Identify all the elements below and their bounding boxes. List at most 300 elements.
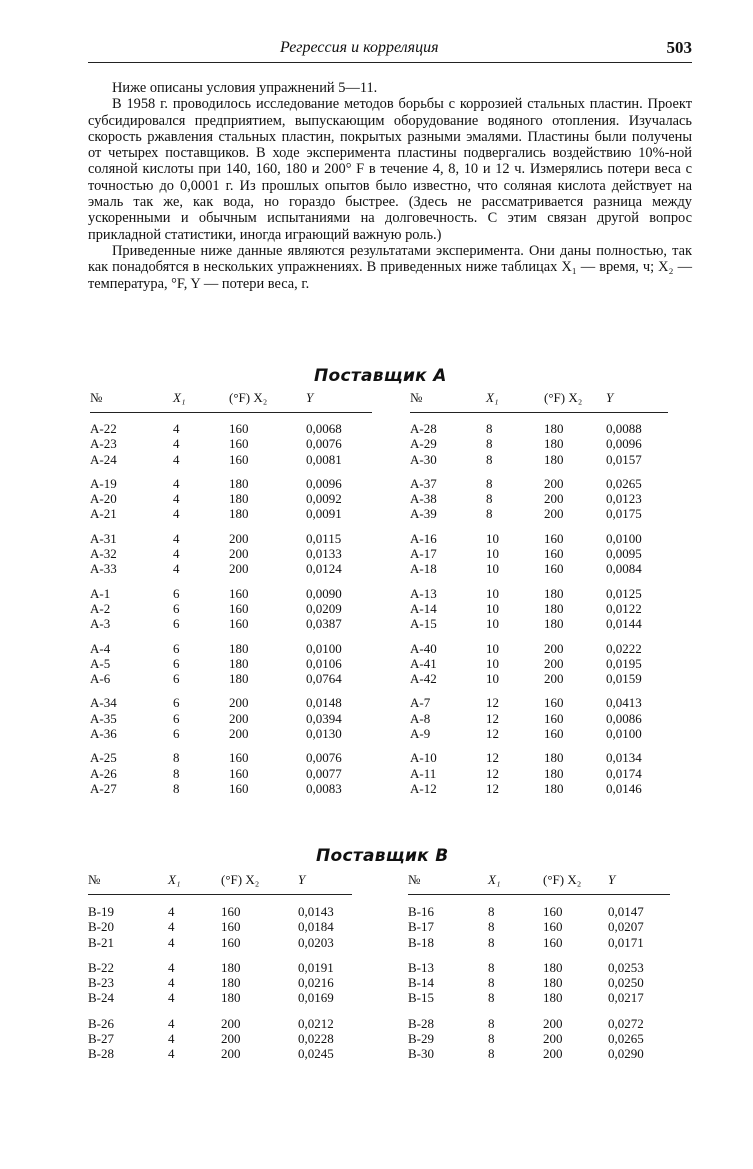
row-group bbox=[90, 531, 372, 577]
cell-y-weight-loss: 0,0171 bbox=[608, 934, 644, 950]
cell-sample-id: A-19 bbox=[90, 475, 117, 491]
table-row bbox=[90, 781, 372, 796]
supplier-a-title: Поставщик A bbox=[314, 366, 447, 386]
paragraph-experiment: В 1958 г. проводилось исследование методов борьбы с коррозией стальных пластин. Проект субсидировался предприятием, выпускающим оборудование водяного отопления. Изучалась скорость ржавления стальных пластин, покрытых разными эмалями. Пластины были получены от четырех поставщиков. В ходе эксперимента пластины подвергались воздействию 10%-ной соляной кислоты при 140, 160, 180 и 200° F в течение 4, 8, 10 и 12 ч. Измерялись потери веса с точностью до 0,0001 г. Из прошлых опытов было известно, что соляная кислота действует на эмаль так же, как вода, но гораздо быстрее. (Здесь не рассматривается разница между ускоренными и обычным испытаниями на долговечность. С этим связан другой вопрос прикладной статистики, иногда играющий важную роль.) bbox=[88, 96, 692, 243]
paragraph-data-note: Приведенные ниже данные являются результатами эксперимента. Они даны полностью, так как понадобятся в нескольких упражнениях. В приведенных ниже таблицах X₁ — время, ч; X₂ — температура, °F, Y — потери веса, г. bbox=[88, 242, 692, 292]
page-number: 503 bbox=[666, 38, 692, 57]
cell-x1-time: 6 bbox=[173, 585, 180, 601]
row-group bbox=[408, 960, 670, 1006]
col-header-x1: X₁ bbox=[488, 866, 543, 895]
row-group bbox=[88, 960, 352, 1006]
cell-y-weight-loss: 0,0174 bbox=[606, 765, 642, 781]
cell-sample-id: B-27 bbox=[88, 1031, 114, 1047]
cell-y-weight-loss: 0,0100 bbox=[606, 726, 642, 742]
cell-x2-temperature: 200 bbox=[229, 710, 249, 726]
cell-y-weight-loss: 0,0096 bbox=[606, 436, 642, 452]
cell-x2-temperature: 180 bbox=[221, 990, 241, 1006]
cell-x1-time: 8 bbox=[488, 934, 495, 950]
cell-x2-temperature: 180 bbox=[544, 436, 564, 452]
cell-y-weight-loss: 0,0123 bbox=[606, 491, 642, 507]
cell-x2-temperature: 160 bbox=[544, 530, 564, 546]
cell-x2-temperature: 160 bbox=[229, 436, 249, 452]
col-header-x2: (°F) X₂ bbox=[544, 384, 606, 413]
cell-sample-id: A-22 bbox=[90, 421, 117, 436]
col-header-number: № bbox=[88, 866, 168, 895]
table-row bbox=[90, 726, 372, 741]
table-row bbox=[90, 421, 372, 436]
cell-y-weight-loss: 0,0209 bbox=[306, 600, 342, 616]
cell-sample-id: A-31 bbox=[90, 530, 117, 546]
cell-x2-temperature: 160 bbox=[221, 919, 241, 935]
table-row bbox=[88, 919, 352, 934]
cell-x2-temperature: 160 bbox=[543, 904, 563, 919]
row-group bbox=[408, 1016, 670, 1062]
cell-y-weight-loss: 0,0143 bbox=[298, 904, 334, 919]
cell-y-weight-loss: 0,0122 bbox=[606, 600, 642, 616]
cell-sample-id: B-26 bbox=[88, 1015, 114, 1031]
cell-x1-time: 10 bbox=[486, 616, 499, 632]
table-row bbox=[410, 436, 668, 451]
cell-x1-time: 12 bbox=[486, 765, 499, 781]
col-header-number: № bbox=[90, 384, 173, 413]
cell-x1-time: 8 bbox=[488, 975, 495, 991]
cell-sample-id: B-16 bbox=[408, 904, 434, 919]
cell-x1-time: 8 bbox=[488, 990, 495, 1006]
cell-y-weight-loss: 0,0265 bbox=[608, 1031, 644, 1047]
cell-sample-id: A-6 bbox=[90, 671, 111, 687]
cell-y-weight-loss: 0,0387 bbox=[306, 616, 342, 632]
cell-x2-temperature: 160 bbox=[229, 585, 249, 601]
table-row bbox=[410, 491, 668, 506]
cell-sample-id: A-14 bbox=[410, 600, 437, 616]
cell-x2-temperature: 180 bbox=[544, 600, 564, 616]
table-row bbox=[408, 935, 670, 950]
table-row bbox=[90, 452, 372, 467]
cell-x1-time: 6 bbox=[173, 655, 180, 671]
cell-sample-id: A-8 bbox=[410, 710, 431, 726]
cell-x1-time: 6 bbox=[173, 726, 180, 742]
table-row bbox=[410, 616, 668, 631]
table-row bbox=[408, 960, 670, 975]
cell-x2-temperature: 160 bbox=[229, 600, 249, 616]
cell-x2-temperature: 160 bbox=[229, 750, 249, 766]
cell-sample-id: A-33 bbox=[90, 561, 117, 577]
cell-x1-time: 8 bbox=[488, 919, 495, 935]
table-row bbox=[90, 641, 372, 656]
cell-x1-time: 4 bbox=[168, 934, 175, 950]
table-row bbox=[410, 641, 668, 656]
cell-x1-time: 4 bbox=[168, 959, 175, 975]
cell-sample-id: A-27 bbox=[90, 780, 117, 796]
cell-x2-temperature: 160 bbox=[544, 726, 564, 742]
cell-x2-temperature: 180 bbox=[544, 421, 564, 436]
cell-y-weight-loss: 0,0216 bbox=[298, 975, 334, 991]
cell-sample-id: B-14 bbox=[408, 975, 434, 991]
cell-y-weight-loss: 0,0091 bbox=[306, 506, 342, 522]
cell-y-weight-loss: 0,0084 bbox=[606, 561, 642, 577]
cell-x1-time: 8 bbox=[486, 506, 493, 522]
cell-y-weight-loss: 0,0290 bbox=[608, 1046, 644, 1062]
cell-y-weight-loss: 0,0272 bbox=[608, 1015, 644, 1031]
row-group bbox=[90, 695, 372, 741]
cell-y-weight-loss: 0,0250 bbox=[608, 975, 644, 991]
cell-x1-time: 8 bbox=[486, 491, 493, 507]
cell-x1-time: 4 bbox=[173, 421, 180, 436]
cell-x1-time: 12 bbox=[486, 780, 499, 796]
cell-x1-time: 6 bbox=[173, 616, 180, 632]
cell-y-weight-loss: 0,0076 bbox=[306, 750, 342, 766]
table-row bbox=[88, 935, 352, 950]
cell-x2-temperature: 160 bbox=[229, 780, 249, 796]
table-row bbox=[90, 750, 372, 765]
cell-y-weight-loss: 0,0133 bbox=[306, 546, 342, 562]
cell-sample-id: A-41 bbox=[410, 655, 437, 671]
cell-x1-time: 8 bbox=[488, 904, 495, 919]
cell-x1-time: 4 bbox=[168, 1031, 175, 1047]
cell-x2-temperature: 200 bbox=[543, 1046, 563, 1062]
cell-x2-temperature: 180 bbox=[544, 750, 564, 766]
cell-sample-id: A-21 bbox=[90, 506, 117, 522]
cell-y-weight-loss: 0,0195 bbox=[606, 655, 642, 671]
cell-y-weight-loss: 0,0217 bbox=[608, 990, 644, 1006]
data-table bbox=[90, 384, 372, 796]
cell-x1-time: 8 bbox=[488, 959, 495, 975]
cell-x2-temperature: 180 bbox=[221, 959, 241, 975]
supplier-b-title: Поставщик B bbox=[316, 846, 449, 866]
cell-x2-temperature: 200 bbox=[543, 1031, 563, 1047]
cell-sample-id: A-29 bbox=[410, 436, 437, 452]
cell-x1-time: 10 bbox=[486, 561, 499, 577]
cell-y-weight-loss: 0,0124 bbox=[306, 561, 342, 577]
cell-x2-temperature: 200 bbox=[543, 1015, 563, 1031]
cell-y-weight-loss: 0,0092 bbox=[306, 491, 342, 507]
cell-sample-id: B-30 bbox=[408, 1046, 434, 1062]
table-row bbox=[410, 656, 668, 671]
table-row bbox=[90, 491, 372, 506]
row-group bbox=[90, 641, 372, 687]
cell-x1-time: 4 bbox=[173, 561, 180, 577]
cell-y-weight-loss: 0,0169 bbox=[298, 990, 334, 1006]
row-group bbox=[88, 904, 352, 950]
table-row bbox=[408, 919, 670, 934]
cell-x1-time: 8 bbox=[173, 765, 180, 781]
table-row bbox=[410, 726, 668, 741]
cell-x1-time: 10 bbox=[486, 546, 499, 562]
cell-x2-temperature: 200 bbox=[229, 561, 249, 577]
cell-y-weight-loss: 0,0157 bbox=[606, 451, 642, 467]
page-header bbox=[88, 36, 692, 63]
cell-x2-temperature: 180 bbox=[229, 506, 249, 522]
cell-x1-time: 4 bbox=[173, 475, 180, 491]
cell-x1-time: 4 bbox=[173, 546, 180, 562]
cell-x2-temperature: 180 bbox=[544, 451, 564, 467]
cell-x2-temperature: 180 bbox=[543, 959, 563, 975]
cell-x1-time: 12 bbox=[486, 750, 499, 766]
table-row bbox=[88, 990, 352, 1005]
cell-sample-id: B-19 bbox=[88, 904, 114, 919]
cell-x2-temperature: 200 bbox=[229, 726, 249, 742]
cell-y-weight-loss: 0,0764 bbox=[306, 671, 342, 687]
cell-x2-temperature: 180 bbox=[544, 765, 564, 781]
cell-x1-time: 4 bbox=[168, 1046, 175, 1062]
cell-x2-temperature: 180 bbox=[543, 990, 563, 1006]
cell-sample-id: A-1 bbox=[90, 585, 111, 601]
table-row bbox=[410, 711, 668, 726]
table-row bbox=[410, 561, 668, 576]
cell-x2-temperature: 180 bbox=[229, 640, 249, 656]
table-row bbox=[410, 695, 668, 710]
cell-x2-temperature: 200 bbox=[544, 640, 564, 656]
cell-x2-temperature: 200 bbox=[544, 655, 564, 671]
cell-sample-id: B-29 bbox=[408, 1031, 434, 1047]
cell-y-weight-loss: 0,0086 bbox=[606, 710, 642, 726]
cell-x2-temperature: 200 bbox=[229, 546, 249, 562]
cell-sample-id: A-37 bbox=[410, 475, 437, 491]
cell-x2-temperature: 180 bbox=[544, 780, 564, 796]
col-header-x1: X₁ bbox=[173, 384, 229, 413]
cell-sample-id: A-7 bbox=[410, 695, 431, 711]
cell-x1-time: 10 bbox=[486, 655, 499, 671]
cell-y-weight-loss: 0,0088 bbox=[606, 421, 642, 436]
col-header-x2: (°F) X₂ bbox=[229, 384, 306, 413]
table-row bbox=[90, 656, 372, 671]
cell-x1-time: 4 bbox=[173, 451, 180, 467]
body-text bbox=[88, 80, 692, 292]
cell-x2-temperature: 180 bbox=[229, 491, 249, 507]
cell-y-weight-loss: 0,0212 bbox=[298, 1015, 334, 1031]
row-group bbox=[90, 476, 372, 522]
cell-sample-id: A-5 bbox=[90, 655, 111, 671]
cell-x2-temperature: 180 bbox=[221, 975, 241, 991]
cell-x1-time: 8 bbox=[488, 1031, 495, 1047]
cell-sample-id: A-3 bbox=[90, 616, 111, 632]
table-row bbox=[408, 975, 670, 990]
cell-x2-temperature: 200 bbox=[229, 695, 249, 711]
row-group bbox=[410, 695, 668, 741]
cell-x1-time: 4 bbox=[168, 919, 175, 935]
cell-x2-temperature: 160 bbox=[543, 919, 563, 935]
table-row bbox=[90, 671, 372, 686]
cell-y-weight-loss: 0,0068 bbox=[306, 421, 342, 436]
cell-y-weight-loss: 0,0222 bbox=[606, 640, 642, 656]
cell-x1-time: 12 bbox=[486, 710, 499, 726]
table-row bbox=[410, 766, 668, 781]
table-row bbox=[410, 750, 668, 765]
cell-sample-id: A-30 bbox=[410, 451, 437, 467]
cell-sample-id: A-17 bbox=[410, 546, 437, 562]
cell-x1-time: 10 bbox=[486, 530, 499, 546]
cell-y-weight-loss: 0,0413 bbox=[606, 695, 642, 711]
cell-y-weight-loss: 0,0134 bbox=[606, 750, 642, 766]
table-row bbox=[408, 990, 670, 1005]
cell-sample-id: B-21 bbox=[88, 934, 114, 950]
cell-x2-temperature: 200 bbox=[221, 1031, 241, 1047]
cell-y-weight-loss: 0,0147 bbox=[608, 904, 644, 919]
table-row bbox=[90, 616, 372, 631]
row-group bbox=[410, 476, 668, 522]
table-row bbox=[90, 711, 372, 726]
col-header-x2: (°F) X₂ bbox=[543, 866, 608, 895]
cell-sample-id: B-28 bbox=[408, 1015, 434, 1031]
table-row bbox=[90, 601, 372, 616]
table-row bbox=[90, 506, 372, 521]
table-row bbox=[410, 421, 668, 436]
cell-y-weight-loss: 0,0096 bbox=[306, 475, 342, 491]
cell-y-weight-loss: 0,0207 bbox=[608, 919, 644, 935]
data-table bbox=[88, 866, 352, 1062]
cell-x1-time: 10 bbox=[486, 585, 499, 601]
cell-y-weight-loss: 0,0253 bbox=[608, 959, 644, 975]
cell-x2-temperature: 180 bbox=[229, 475, 249, 491]
cell-sample-id: A-4 bbox=[90, 640, 111, 656]
row-group bbox=[410, 750, 668, 796]
cell-y-weight-loss: 0,0076 bbox=[306, 436, 342, 452]
cell-sample-id: A-35 bbox=[90, 710, 117, 726]
table-row bbox=[90, 531, 372, 546]
table-row bbox=[88, 1016, 352, 1031]
cell-y-weight-loss: 0,0090 bbox=[306, 585, 342, 601]
col-header-x1: X₁ bbox=[486, 384, 544, 413]
table-row bbox=[88, 1031, 352, 1046]
cell-x2-temperature: 200 bbox=[221, 1015, 241, 1031]
cell-sample-id: A-26 bbox=[90, 765, 117, 781]
table-row bbox=[410, 546, 668, 561]
cell-x2-temperature: 160 bbox=[229, 421, 249, 436]
cell-x2-temperature: 200 bbox=[544, 475, 564, 491]
cell-sample-id: B-18 bbox=[408, 934, 434, 950]
cell-x2-temperature: 160 bbox=[544, 561, 564, 577]
cell-x1-time: 12 bbox=[486, 695, 499, 711]
cell-sample-id: A-18 bbox=[410, 561, 437, 577]
cell-sample-id: B-17 bbox=[408, 919, 434, 935]
cell-x2-temperature: 160 bbox=[221, 904, 241, 919]
table-row bbox=[90, 766, 372, 781]
cell-x1-time: 4 bbox=[168, 904, 175, 919]
cell-x1-time: 12 bbox=[486, 726, 499, 742]
cell-x1-time: 10 bbox=[486, 640, 499, 656]
cell-x2-temperature: 160 bbox=[544, 710, 564, 726]
col-header-x1: X₁ bbox=[168, 866, 221, 895]
cell-x2-temperature: 180 bbox=[229, 671, 249, 687]
table-row bbox=[88, 960, 352, 975]
row-group bbox=[410, 421, 668, 467]
cell-x2-temperature: 160 bbox=[229, 451, 249, 467]
cell-x2-temperature: 200 bbox=[544, 491, 564, 507]
table-row bbox=[88, 975, 352, 990]
cell-sample-id: A-28 bbox=[410, 421, 437, 436]
cell-x1-time: 10 bbox=[486, 671, 499, 687]
cell-y-weight-loss: 0,0077 bbox=[306, 765, 342, 781]
table-row bbox=[410, 601, 668, 616]
cell-sample-id: A-9 bbox=[410, 726, 431, 742]
table-row bbox=[410, 586, 668, 601]
cell-y-weight-loss: 0,0265 bbox=[606, 475, 642, 491]
cell-x2-temperature: 180 bbox=[229, 655, 249, 671]
cell-x2-temperature: 160 bbox=[229, 616, 249, 632]
col-header-number: № bbox=[410, 384, 486, 413]
table-row bbox=[88, 904, 352, 919]
cell-y-weight-loss: 0,0146 bbox=[606, 780, 642, 796]
cell-sample-id: B-24 bbox=[88, 990, 114, 1006]
cell-y-weight-loss: 0,0191 bbox=[298, 959, 334, 975]
cell-y-weight-loss: 0,0175 bbox=[606, 506, 642, 522]
cell-sample-id: A-11 bbox=[410, 765, 437, 781]
cell-x1-time: 4 bbox=[168, 990, 175, 1006]
cell-x1-time: 8 bbox=[488, 1015, 495, 1031]
cell-x2-temperature: 160 bbox=[543, 934, 563, 950]
col-header-x2: (°F) X₂ bbox=[221, 866, 298, 895]
cell-x1-time: 4 bbox=[168, 975, 175, 991]
cell-sample-id: A-16 bbox=[410, 530, 437, 546]
cell-y-weight-loss: 0,0106 bbox=[306, 655, 342, 671]
cell-x1-time: 8 bbox=[173, 780, 180, 796]
row-group bbox=[410, 586, 668, 632]
table-row bbox=[90, 476, 372, 491]
cell-sample-id: A-39 bbox=[410, 506, 437, 522]
table-row bbox=[408, 1046, 670, 1061]
cell-sample-id: A-24 bbox=[90, 451, 117, 467]
data-table bbox=[408, 866, 670, 1062]
cell-y-weight-loss: 0,0100 bbox=[606, 530, 642, 546]
running-title: Регрессия и корреляция bbox=[280, 39, 439, 56]
cell-x2-temperature: 180 bbox=[544, 585, 564, 601]
row-group bbox=[90, 586, 372, 632]
cell-sample-id: A-2 bbox=[90, 600, 111, 616]
cell-sample-id: B-13 bbox=[408, 959, 434, 975]
cell-sample-id: A-12 bbox=[410, 780, 437, 796]
cell-x2-temperature: 160 bbox=[544, 695, 564, 711]
table-row bbox=[408, 1016, 670, 1031]
cell-sample-id: B-23 bbox=[88, 975, 114, 991]
row-group bbox=[88, 1016, 352, 1062]
table-row bbox=[90, 436, 372, 451]
cell-y-weight-loss: 0,0125 bbox=[606, 585, 642, 601]
cell-sample-id: A-34 bbox=[90, 695, 117, 711]
cell-y-weight-loss: 0,0148 bbox=[306, 695, 342, 711]
cell-y-weight-loss: 0,0081 bbox=[306, 451, 342, 467]
cell-sample-id: A-20 bbox=[90, 491, 117, 507]
cell-x1-time: 6 bbox=[173, 671, 180, 687]
cell-x1-time: 8 bbox=[173, 750, 180, 766]
cell-x1-time: 6 bbox=[173, 600, 180, 616]
cell-sample-id: A-23 bbox=[90, 436, 117, 452]
cell-x2-temperature: 200 bbox=[544, 671, 564, 687]
cell-x2-temperature: 200 bbox=[544, 506, 564, 522]
cell-x1-time: 10 bbox=[486, 600, 499, 616]
cell-y-weight-loss: 0,0100 bbox=[306, 640, 342, 656]
table-row bbox=[410, 531, 668, 546]
col-header-number: № bbox=[408, 866, 488, 895]
cell-y-weight-loss: 0,0115 bbox=[306, 530, 342, 546]
table-row bbox=[88, 1046, 352, 1061]
table-row bbox=[410, 781, 668, 796]
paragraph-intro: Ниже описаны условия упражнений 5—11. bbox=[112, 80, 378, 96]
cell-x1-time: 4 bbox=[173, 491, 180, 507]
cell-sample-id: A-13 bbox=[410, 585, 437, 601]
cell-y-weight-loss: 0,0144 bbox=[606, 616, 642, 632]
cell-sample-id: A-25 bbox=[90, 750, 117, 766]
row-group bbox=[410, 641, 668, 687]
cell-x1-time: 6 bbox=[173, 710, 180, 726]
cell-x1-time: 4 bbox=[173, 436, 180, 452]
cell-sample-id: B-15 bbox=[408, 990, 434, 1006]
cell-x1-time: 4 bbox=[168, 1015, 175, 1031]
table-row bbox=[410, 671, 668, 686]
row-group bbox=[90, 421, 372, 467]
cell-x1-time: 6 bbox=[173, 695, 180, 711]
table-row bbox=[410, 476, 668, 491]
cell-x2-temperature: 200 bbox=[229, 530, 249, 546]
